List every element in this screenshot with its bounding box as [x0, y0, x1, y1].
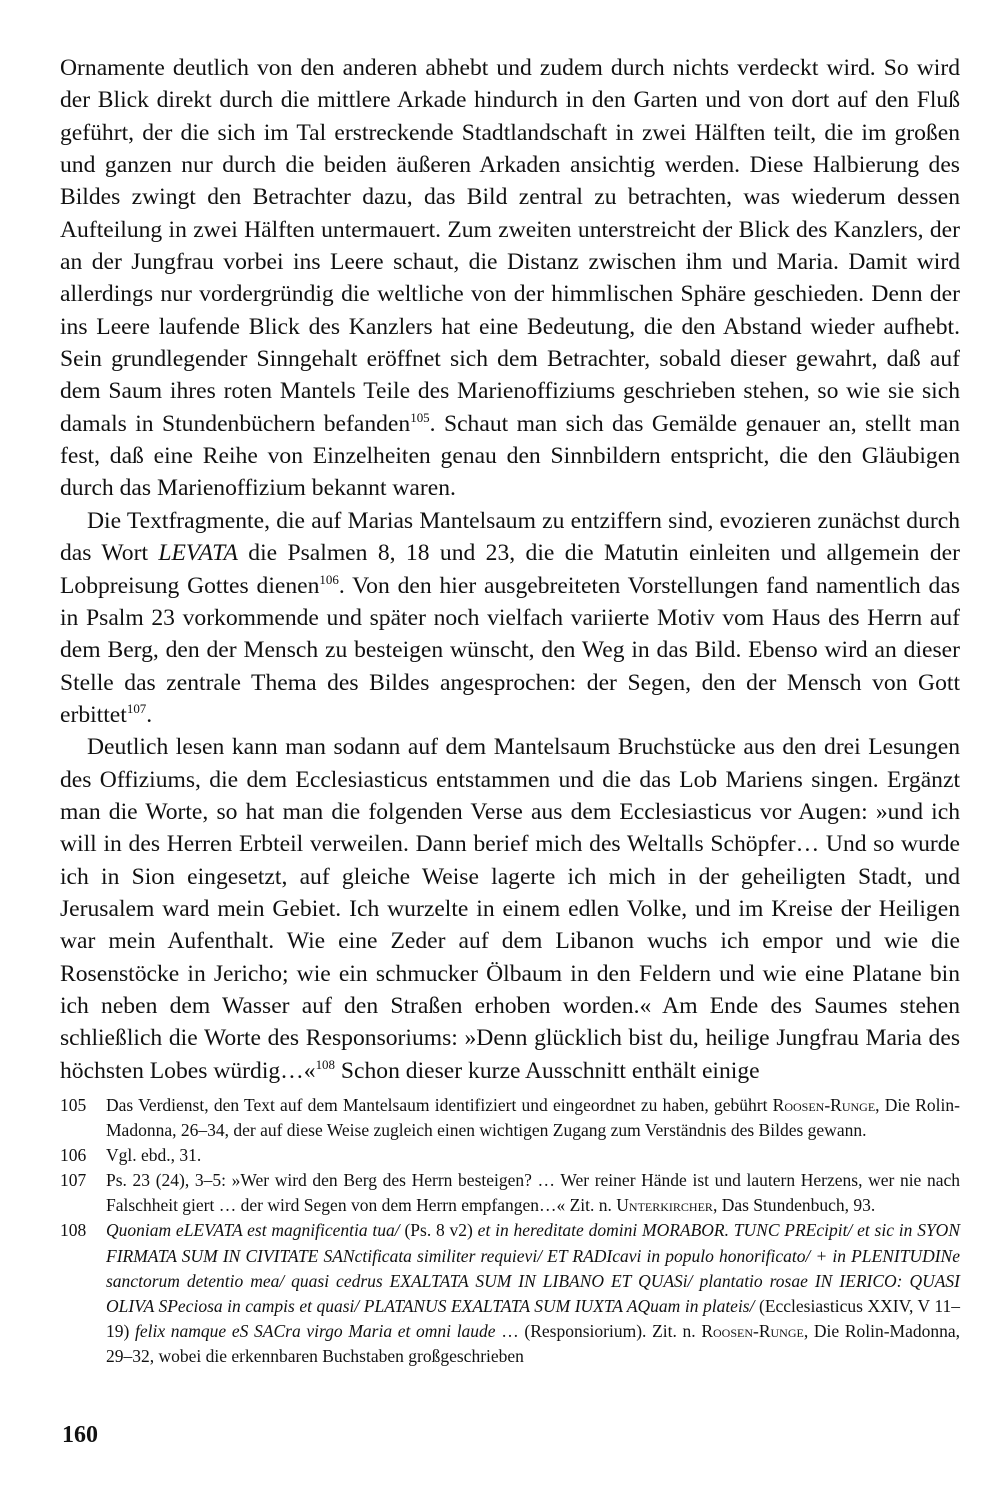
- footnote-text: [106, 1143, 960, 1168]
- italic-text: felix namque eS SACra virgo Maria et omni laude: [135, 1320, 496, 1341]
- text-run: Die Textfragmente, die auf Marias Mantelsaum zu entziffern sind, evozieren zunächst durch das Wort: [60, 507, 960, 567]
- italic-text: LEVATA: [158, 540, 238, 567]
- footnote-reference: 106: [319, 571, 339, 587]
- author-name: Roosen-Runge: [701, 1320, 804, 1341]
- footnote: [60, 1143, 960, 1168]
- text-run: (Ps. 8 v2): [399, 1220, 478, 1241]
- page-number: 160: [62, 1422, 98, 1448]
- text-run: . Schaut man sich das Gemälde genauer an, stellt man fest, daß eine Reihe von Einzelheiten genau den Sinnbildern entspricht, die den Gläubigen durch das Marienoffizium bekannt waren.: [60, 410, 960, 502]
- text-run: Deutlich lesen kann man sodann auf dem Mantelsaum Bruchstücke aus den drei Lesungen des Offiziums, die dem Ecclesiasticus entstammen und die das Lob Mariens singen. Ergänzt man die Worte, so hat man die folgenden Verse aus dem Ecclesiasticus vor Augen: »und ich will in des Herren Erbteil verweilen. Dann berief mich des Weltalls Schöpfer… Und so wurde ich in Sion eingesetzt, auf gleiche Weise lagerte ich mich in der geheiligten Stadt, und Jerusalem ward mein Gebiet. Ich wurzelte in einem edlen Volke, und im Kreise der Heiligen war mein Aufenthalt. Wie eine Zeder auf dem Libanon wuchs ich empor und wie die Rosenstöcke in Jericho; wie ein schmucker Ölbaum in den Feldern und wie eine Platane bin ich neben dem Wasser auf den Straßen erhoben worden.« Am Ende des Saumes stehen schließlich die Worte des Responsoriums: »Denn glücklich bist du, heilige Jungfrau Maria des höchsten Lobes würdig…«: [60, 734, 960, 1084]
- body-paragraph: [60, 52, 960, 505]
- text-run: , Die Rolin-Madonna, 26–34, der auf diese Weise zugleich einen wichtigen Zugang zum Verständnis des Bildes gewann.: [106, 1095, 960, 1141]
- text-run: . Von den hier ausgebreiteten Vorstellungen fand namentlich das in Psalm 23 vorkommende und später noch vielfach variierte Motiv vom Haus des Herrn auf dem Berg, den der Mensch zu besteigen wünscht, den Weg in das Bild. Ebenso wird an dieser Stelle das zentrale Thema des Bildes angesprochen: der Segen, den der Mensch von Gott erbittet: [60, 572, 960, 728]
- text-run: (Ecclesiasticus XXIV, V 11–19): [106, 1295, 960, 1341]
- footnote-reference: 105: [410, 409, 430, 425]
- text-run: … (Responsiorium). Zit. n.: [495, 1320, 702, 1341]
- footnote: [60, 1093, 960, 1143]
- footnote-number: 108: [60, 1220, 87, 1241]
- text-run: Schon dieser kurze Ausschnitt enthält einige: [335, 1057, 760, 1084]
- text-run: Ps. 23 (24), 3–5: »Wer wird den Berg des Herrn besteigen? … Wer reiner Hände ist und lautern Herzens, wer nie nach Falschheit giert … der wird Segen von dem Herrn empfangen…« Zit. n.: [106, 1170, 960, 1216]
- footnote-number: 106: [60, 1145, 87, 1166]
- text-run: , Die Rolin-Madonna, 29–32, wobei die erkennbaren Buchstaben großgeschrieben: [106, 1320, 961, 1366]
- text-run: Ornamente deutlich von den anderen abhebt und zudem durch nichts verdeckt wird. So wird der Blick direkt durch die mittlere Arkade hindurch in den Garten und von dort auf den Fluß geführt, der die sich im Tal erstreckende Stadtlandschaft in zwei Hälften teilt, die im großen und ganzen nur durch die beiden äußeren Arkaden ansichtig werden. Diese Halbierung des Bildes zwingt den Betrachter dazu, das Bild zentral zu betrachten, was wiederum dessen Aufteilung in zwei Hälften untermauert. Zum zweiten unterstreicht der Blick des Kanzlers, der an der Jungfrau vorbei ins Leere schaut, die Distanz zwischen ihm und Maria. Damit wird allerdings nur vordergründig die weltliche von der himmlischen Sphäre geschieden. Denn der ins Leere laufende Blick des Kanzlers hat eine Bedeutung, die den Abstand wieder aufhebt. Sein grundlegender Sinngehalt eröffnet sich dem Betrachter, sobald dieser gewahrt, daß auf dem Saum ihres roten Mantels Teile des Marienoffiziums geschrieben stehen, so wie sie sich damals in Stundenbüchern befanden: [60, 55, 960, 437]
- body-paragraph: [60, 731, 960, 1087]
- footnotes: [60, 1093, 960, 1369]
- page-content: [60, 52, 960, 1369]
- italic-text: et in hereditate domini MORABOR. TUNC PREcipit/ et sic in SYON FIRMATA SUM IN CIVITATE SANctificata similiter requievi/ ET RADIcavi in populo honorificato/ + in PLENITUDINe sanctorum detentio mea/ quasi cedrus EXALTATA SUM IN LIBANO ET QUASi/ plantatio rosae IN IERICO: QUASI OLIVA SPeciosa in campis et quasi/ PLATANUS EXALTATA SUM IUXTA AQuam in plateis/: [106, 1220, 960, 1316]
- text-run: die Psalmen 8, 18 und 23, die die Matutin einleiten und allgemein der Lobpreisung Gottes dienen: [60, 540, 960, 599]
- footnote-text: [106, 1168, 960, 1218]
- footnote-number: 107: [60, 1170, 87, 1191]
- body-text: [60, 52, 960, 1087]
- footnote: [60, 1168, 960, 1218]
- text-run: , Das Stundenbuch, 93.: [712, 1195, 876, 1216]
- footnote-reference: 107: [126, 701, 147, 717]
- author-name: Roosen-Runge: [772, 1095, 876, 1115]
- body-paragraph: [60, 505, 960, 731]
- author-name: Unterkircher: [616, 1195, 713, 1216]
- footnote: [60, 1218, 960, 1369]
- text-run: Das Verdienst, den Text auf dem Mantelsaum identifiziert und eingeordnet zu haben, gebührt: [106, 1095, 773, 1115]
- text-run: .: [146, 701, 153, 728]
- footnote-text: [106, 1093, 960, 1143]
- footnote-number: 105: [60, 1095, 87, 1115]
- footnote-text: [106, 1218, 960, 1369]
- footnote-reference: 108: [315, 1056, 336, 1072]
- italic-text: Quoniam eLEVATA est magnificentia tua/: [106, 1220, 400, 1241]
- text-run: Vgl. ebd., 31.: [106, 1145, 202, 1166]
